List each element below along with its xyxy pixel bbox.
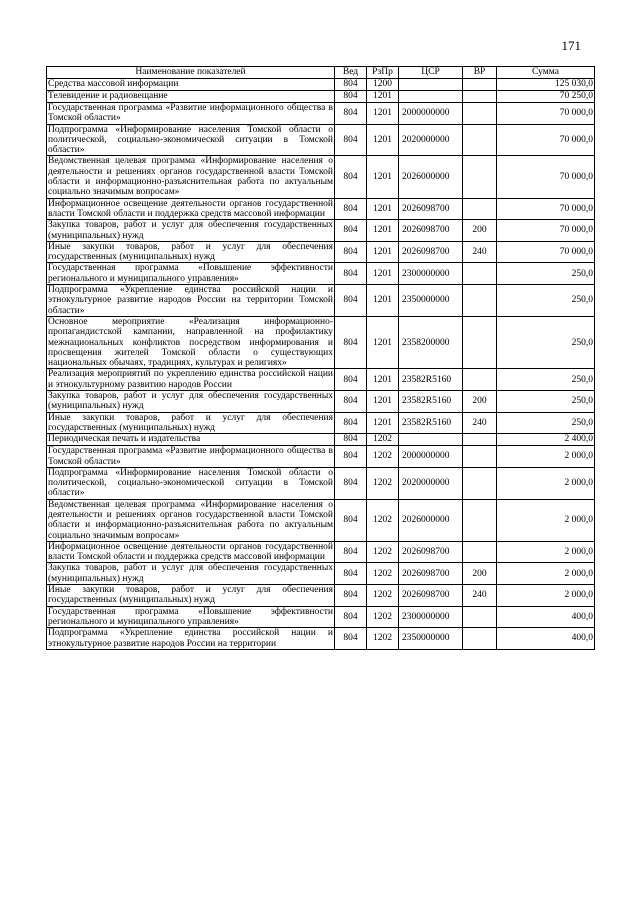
row-rzpr-cell: 1201 <box>367 285 399 317</box>
table-row <box>47 79 595 91</box>
row-rzpr-cell: 1202 <box>367 628 399 650</box>
table-row <box>47 628 595 650</box>
row-name-cell: Основное мероприятие «Реализация информационно-пропагандистской кампании, направленной на профилактику межнациональных конфликтов посредством информирования и просвещения жителей Томской области о существующих национальных обычаях, традициях, культурах и религиях» <box>48 316 333 369</box>
table-row <box>47 412 595 434</box>
row-name-cell: Подпрограмма «Укрепление единства российской нации и этнокультурное развитие народов России на территории Томской области» <box>48 285 333 316</box>
row-ved-cell: 804 <box>335 499 367 541</box>
row-sum-cell: 70 000,0 <box>497 220 595 242</box>
row-rzpr-cell: 1200 <box>367 79 399 91</box>
row-name-cell: Государственная программа «Повышение эффективности регионального и муниципального управления» <box>48 606 333 627</box>
row-vr-cell: 240 <box>463 412 497 434</box>
table-row <box>47 156 595 198</box>
row-csr-cell: 2026098700 <box>399 563 463 585</box>
row-ved-cell: 804 <box>335 316 367 368</box>
row-name-cell: Закупка товаров, работ и услуг для обеспечения государственных (муниципальных) нужд <box>48 220 333 241</box>
row-name-cell: Подпрограмма «Информирование населения Томской области о политической, социально-экономической ситуации в Томской области» <box>48 467 333 499</box>
row-sum-cell: 250,0 <box>497 412 595 434</box>
row-sum-cell: 250,0 <box>497 316 595 368</box>
row-rzpr-cell: 1201 <box>367 103 399 125</box>
row-vr-cell <box>463 198 497 220</box>
row-sum-cell: 2 000,0 <box>497 467 595 499</box>
row-ved-cell: 804 <box>335 124 367 156</box>
row-vr-cell: 240 <box>463 241 497 263</box>
header-name: Наименование показателей <box>47 67 335 79</box>
header-rzpr: РзПр <box>367 67 399 79</box>
row-sum-cell: 2 000,0 <box>497 446 595 468</box>
row-ved-cell: 804 <box>335 241 367 263</box>
row-name-cell: Информационное освещение деятельности органов государственной власти Томской области и поддержка средств массовой информации <box>48 541 333 563</box>
row-vr-cell <box>463 316 497 368</box>
row-rzpr-cell: 1201 <box>367 156 399 198</box>
table-row <box>47 541 595 563</box>
row-ved-cell: 804 <box>335 467 367 499</box>
row-csr-cell: 23582R5160 <box>399 412 463 434</box>
row-sum-cell: 70 000,0 <box>497 241 595 263</box>
row-rzpr-cell: 1202 <box>367 585 399 607</box>
row-rzpr-cell: 1201 <box>367 316 399 368</box>
table-row <box>47 391 595 413</box>
row-csr-cell: 2358200000 <box>399 316 463 368</box>
row-sum-cell: 2 000,0 <box>497 563 595 585</box>
table-row <box>47 606 595 628</box>
table-row <box>47 446 595 468</box>
row-rzpr-cell: 1201 <box>367 263 399 285</box>
page-number: 171 <box>561 38 581 53</box>
row-vr-cell <box>463 606 497 628</box>
row-name-cell: Государственная программа «Развитие информационного общества в Томской области» <box>48 103 333 124</box>
table-row <box>47 220 595 242</box>
row-ved-cell: 804 <box>335 79 367 91</box>
row-ved-cell: 804 <box>335 156 367 198</box>
row-csr-cell: 2026098700 <box>399 585 463 607</box>
row-sum-cell: 400,0 <box>497 628 595 650</box>
row-ved-cell: 804 <box>335 541 367 563</box>
row-vr-cell <box>463 434 497 446</box>
row-name-cell: Иные закупки товаров, работ и услуг для обеспечения государственных (муниципальных) нужд <box>48 412 333 433</box>
row-ved-cell: 804 <box>335 563 367 585</box>
row-name-cell: Иные закупки товаров, работ и услуг для обеспечения государственных (муниципальных) нужд <box>48 585 333 606</box>
row-csr-cell <box>399 79 463 91</box>
row-ved-cell: 804 <box>335 91 367 103</box>
table-row <box>47 434 595 446</box>
row-csr-cell: 23582R5160 <box>399 369 463 391</box>
row-csr-cell: 2026098700 <box>399 198 463 220</box>
row-rzpr-cell: 1201 <box>367 91 399 103</box>
row-ved-cell: 804 <box>335 585 367 607</box>
header-csr: ЦСР <box>399 67 463 79</box>
row-rzpr-cell: 1202 <box>367 499 399 541</box>
row-csr-cell: 2300000000 <box>399 263 463 285</box>
row-rzpr-cell: 1202 <box>367 446 399 468</box>
table-row <box>47 467 595 499</box>
row-sum-cell: 70 000,0 <box>497 198 595 220</box>
row-rzpr-cell: 1202 <box>367 541 399 563</box>
row-csr-cell: 2026000000 <box>399 499 463 541</box>
row-name-cell: Средства массовой информации <box>47 79 335 91</box>
row-sum-cell: 70 000,0 <box>497 103 595 125</box>
table-row <box>47 263 595 285</box>
row-rzpr-cell: 1202 <box>367 563 399 585</box>
row-sum-cell: 70 000,0 <box>497 124 595 156</box>
row-rzpr-cell: 1201 <box>367 391 399 413</box>
row-sum-cell: 2 000,0 <box>497 499 595 541</box>
row-csr-cell <box>399 434 463 446</box>
row-sum-cell: 70 250,0 <box>497 91 595 103</box>
row-sum-cell: 70 000,0 <box>497 156 595 198</box>
row-ved-cell: 804 <box>335 285 367 317</box>
row-ved-cell: 804 <box>335 446 367 468</box>
budget-table <box>46 66 595 650</box>
row-vr-cell <box>463 79 497 91</box>
row-name-cell: Государственная программа «Развитие информационного общества в Томской области» <box>48 446 333 467</box>
row-ved-cell: 804 <box>335 606 367 628</box>
row-name-cell: Закупка товаров, работ и услуг для обеспечения государственных (муниципальных) нужд <box>48 391 333 412</box>
row-rzpr-cell: 1202 <box>367 434 399 446</box>
row-rzpr-cell: 1201 <box>367 369 399 391</box>
table-row <box>47 91 595 103</box>
row-vr-cell <box>463 156 497 198</box>
header-vr: ВР <box>463 67 497 79</box>
row-vr-cell <box>463 103 497 125</box>
table-row <box>47 499 595 541</box>
row-name-cell: Подпрограмма «Информирование населения Томской области о политической, социально-экономической ситуации в Томской области» <box>48 124 333 156</box>
table-row <box>47 563 595 585</box>
row-csr-cell: 2000000000 <box>399 103 463 125</box>
row-vr-cell <box>463 541 497 563</box>
row-ved-cell: 804 <box>335 434 367 446</box>
table-row <box>47 585 595 607</box>
row-name-cell: Информационное освещение деятельности органов государственной власти Томской области и поддержка средств массовой информации <box>48 198 333 219</box>
row-csr-cell <box>399 91 463 103</box>
row-sum-cell: 250,0 <box>497 369 595 391</box>
row-name-cell: Периодическая печать и издательства <box>47 434 335 446</box>
row-ved-cell: 804 <box>335 103 367 125</box>
table-row <box>47 369 595 391</box>
row-name-cell: Ведомственная целевая программа «Информирование населения о деятельности и решениях органов государственной власти Томской области и информационно-разъяснительная работа по актуальным социально значимым вопросам» <box>48 156 333 198</box>
table-row <box>47 285 595 317</box>
row-rzpr-cell: 1201 <box>367 220 399 242</box>
row-ved-cell: 804 <box>335 628 367 650</box>
row-vr-cell <box>463 369 497 391</box>
row-csr-cell: 23582R5160 <box>399 391 463 413</box>
row-vr-cell <box>463 263 497 285</box>
table-header-row <box>47 67 595 79</box>
table-row <box>47 124 595 156</box>
row-csr-cell: 2026098700 <box>399 541 463 563</box>
row-csr-cell: 2026000000 <box>399 156 463 198</box>
row-name-cell: Реализация мероприятий по укреплению единства российской нации и этнокультурному развитию народов России <box>48 369 333 390</box>
row-name-cell: Государственная программа «Повышение эффективности регионального и муниципального управления» <box>48 263 333 284</box>
row-csr-cell: 2350000000 <box>399 628 463 650</box>
row-csr-cell: 2026098700 <box>399 241 463 263</box>
row-sum-cell: 250,0 <box>497 263 595 285</box>
header-sum: Сумма <box>497 67 595 79</box>
row-csr-cell: 2020000000 <box>399 467 463 499</box>
row-vr-cell: 200 <box>463 220 497 242</box>
row-rzpr-cell: 1201 <box>367 124 399 156</box>
table-row <box>47 198 595 220</box>
row-sum-cell: 2 000,0 <box>497 541 595 563</box>
row-csr-cell: 2026098700 <box>399 220 463 242</box>
table-row <box>47 103 595 125</box>
row-name-cell: Закупка товаров, работ и услуг для обеспечения государственных (муниципальных) нужд <box>48 563 333 584</box>
row-sum-cell: 250,0 <box>497 391 595 413</box>
row-rzpr-cell: 1202 <box>367 467 399 499</box>
row-csr-cell: 2300000000 <box>399 606 463 628</box>
row-rzpr-cell: 1201 <box>367 412 399 434</box>
row-vr-cell <box>463 467 497 499</box>
row-csr-cell: 2000000000 <box>399 446 463 468</box>
row-name-cell: Телевидение и радиовещание <box>47 91 335 103</box>
row-vr-cell: 200 <box>463 563 497 585</box>
row-vr-cell <box>463 628 497 650</box>
row-sum-cell: 125 030,0 <box>497 79 595 91</box>
row-vr-cell <box>463 499 497 541</box>
row-ved-cell: 804 <box>335 198 367 220</box>
row-ved-cell: 804 <box>335 391 367 413</box>
row-rzpr-cell: 1201 <box>367 241 399 263</box>
row-rzpr-cell: 1201 <box>367 198 399 220</box>
row-ved-cell: 804 <box>335 263 367 285</box>
row-vr-cell: 200 <box>463 391 497 413</box>
row-ved-cell: 804 <box>335 220 367 242</box>
row-rzpr-cell: 1202 <box>367 606 399 628</box>
row-sum-cell: 2 000,0 <box>497 585 595 607</box>
row-vr-cell <box>463 446 497 468</box>
row-csr-cell: 2020000000 <box>399 124 463 156</box>
table-row <box>47 316 595 368</box>
row-name-cell: Иные закупки товаров, работ и услуг для обеспечения государственных (муниципальных) нужд <box>48 241 333 263</box>
row-sum-cell: 2 400,0 <box>497 434 595 446</box>
row-vr-cell <box>463 285 497 317</box>
row-ved-cell: 804 <box>335 369 367 391</box>
row-vr-cell <box>463 91 497 103</box>
row-csr-cell: 2350000000 <box>399 285 463 317</box>
row-ved-cell: 804 <box>335 412 367 434</box>
row-vr-cell: 240 <box>463 585 497 607</box>
row-name-cell: Подпрограмма «Укрепление единства российской нации и этнокультурное развитие народов России на территории <box>48 628 333 649</box>
row-sum-cell: 400,0 <box>497 606 595 628</box>
row-name-cell: Ведомственная целевая программа «Информирование населения о деятельности и решениях органов государственной власти Томской области и информационно-разъяснительная работа по актуальным социально значимым вопросам» <box>48 499 333 541</box>
row-vr-cell <box>463 124 497 156</box>
table-row <box>47 241 595 263</box>
row-sum-cell: 250,0 <box>497 285 595 317</box>
header-ved: Вед <box>335 67 367 79</box>
